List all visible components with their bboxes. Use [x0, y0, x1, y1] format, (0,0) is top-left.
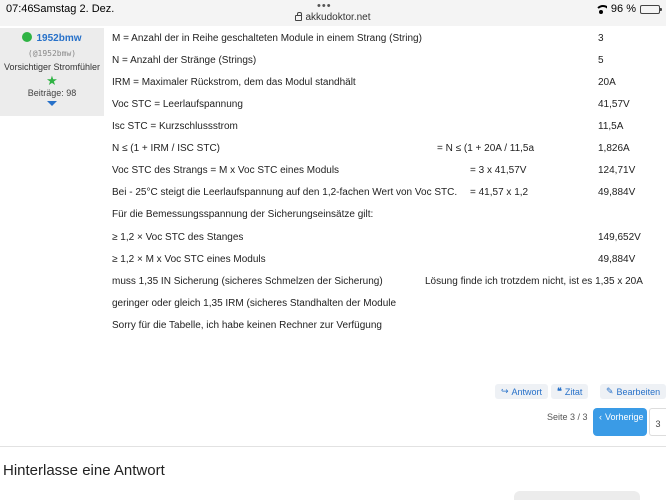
row-value: 124,71V	[598, 165, 636, 176]
reply-icon: ↪	[501, 386, 509, 396]
row-value: 11,5A	[598, 121, 624, 132]
edit-label: Bearbeiten	[616, 386, 661, 397]
quote-button[interactable]	[551, 384, 588, 399]
reply-button[interactable]	[495, 384, 548, 399]
status-time: 07:46	[6, 3, 34, 15]
wifi-icon	[595, 5, 607, 14]
row-label: ≥ 1,2 × M x Voc STC eines Moduls	[112, 254, 266, 265]
status-date: Samstag 2. Dez.	[33, 3, 115, 15]
row-value: 149,652V	[598, 232, 641, 243]
address-bar[interactable]	[0, 12, 666, 23]
reply-label: Antwort	[511, 386, 543, 397]
lock-icon	[295, 15, 302, 21]
previous-page-button[interactable]	[593, 408, 647, 436]
row-label: N = Anzahl der Stränge (Strings)	[112, 55, 257, 66]
row-label: Isc STC = Kurzschlussstrom	[112, 121, 238, 132]
row-value: 41,57V	[598, 99, 630, 110]
row-formula: = N ≤ (1 + 20A / 11,5a	[437, 143, 535, 154]
row-value: 5	[598, 55, 604, 66]
row-formula: Lösung finde ich trotzdem nicht, ist es 1,35 x 20A	[425, 276, 643, 287]
user-name-row[interactable]	[0, 32, 104, 44]
row-label: ≥ 1,2 × Voc STC des Stanges	[112, 232, 244, 243]
star-icon: ★	[46, 73, 58, 88]
row-label: muss 1,35 IN Sicherung (sicheres Schmelzen der Sicherung)	[112, 276, 383, 287]
row-formula: = 41,57 x 1,2	[470, 187, 529, 198]
row-label: Voc STC des Strangs = M x Voc STC eines Moduls	[112, 165, 340, 176]
row-label: IRM = Maximaler Rückstrom, dem das Modul standhält	[112, 77, 356, 88]
row-value: 49,884V	[598, 254, 636, 265]
row-label: Voc STC = Leerlaufspannung	[112, 99, 243, 110]
user-name[interactable]: 1952bmw	[36, 33, 82, 44]
user-title: Vorsichtiger Stromfühler	[3, 62, 101, 72]
page-number-button[interactable]: 3	[649, 408, 666, 436]
row-label: N ≤ (1 + IRM / ISC STC)	[112, 143, 220, 154]
row-value: 3	[598, 33, 604, 44]
user-card	[0, 28, 104, 116]
row-label: Sorry für die Tabelle, ich habe keinen Rechner zur Verfügung	[112, 320, 382, 331]
status-right	[595, 3, 660, 15]
divider	[0, 446, 666, 447]
chevron-left-icon: ‹	[599, 412, 602, 422]
page-info: Seite 3 / 3	[547, 412, 588, 422]
previous-label: Vorherige	[605, 412, 644, 422]
reply-heading: Hinterlasse eine Antwort	[3, 462, 165, 479]
row-label: Bei - 25°C steigt die Leerlaufspannung auf den 1,2-fachen Wert von Voc STC.	[112, 187, 458, 198]
quote-icon: ❝	[557, 386, 562, 396]
quote-label: Zitat	[564, 386, 583, 397]
user-posts: Beiträge: 98	[27, 88, 77, 98]
user-handle: (@1952bmw)	[27, 49, 77, 58]
chevron-down-icon[interactable]	[47, 101, 57, 106]
reply-editor-tab[interactable]	[514, 491, 640, 500]
edit-icon: ✎	[606, 386, 614, 396]
edit-button[interactable]	[600, 384, 666, 399]
row-label: M = Anzahl der in Reihe geschalteten Module in einem Strang (String)	[112, 33, 422, 44]
row-value: 20A	[598, 77, 616, 88]
online-status-icon	[22, 32, 32, 42]
row-label: Für die Bemessungsspannung der Sicherungseinsätze gilt:	[112, 209, 374, 220]
row-value: 49,884V	[598, 187, 636, 198]
row-label: geringer oder gleich 1,35 IRM (sicheres Standhalten der Module	[112, 298, 397, 309]
row-value: 1,826A	[598, 143, 630, 154]
battery-icon	[640, 5, 660, 14]
row-formula: = 3 x 41,57V	[470, 165, 527, 176]
battery-percent: 96 %	[610, 3, 636, 15]
url-text: akkudoktor.net	[305, 12, 371, 23]
tab-dots-icon[interactable]: •••	[317, 0, 332, 12]
status-bar	[0, 0, 666, 26]
